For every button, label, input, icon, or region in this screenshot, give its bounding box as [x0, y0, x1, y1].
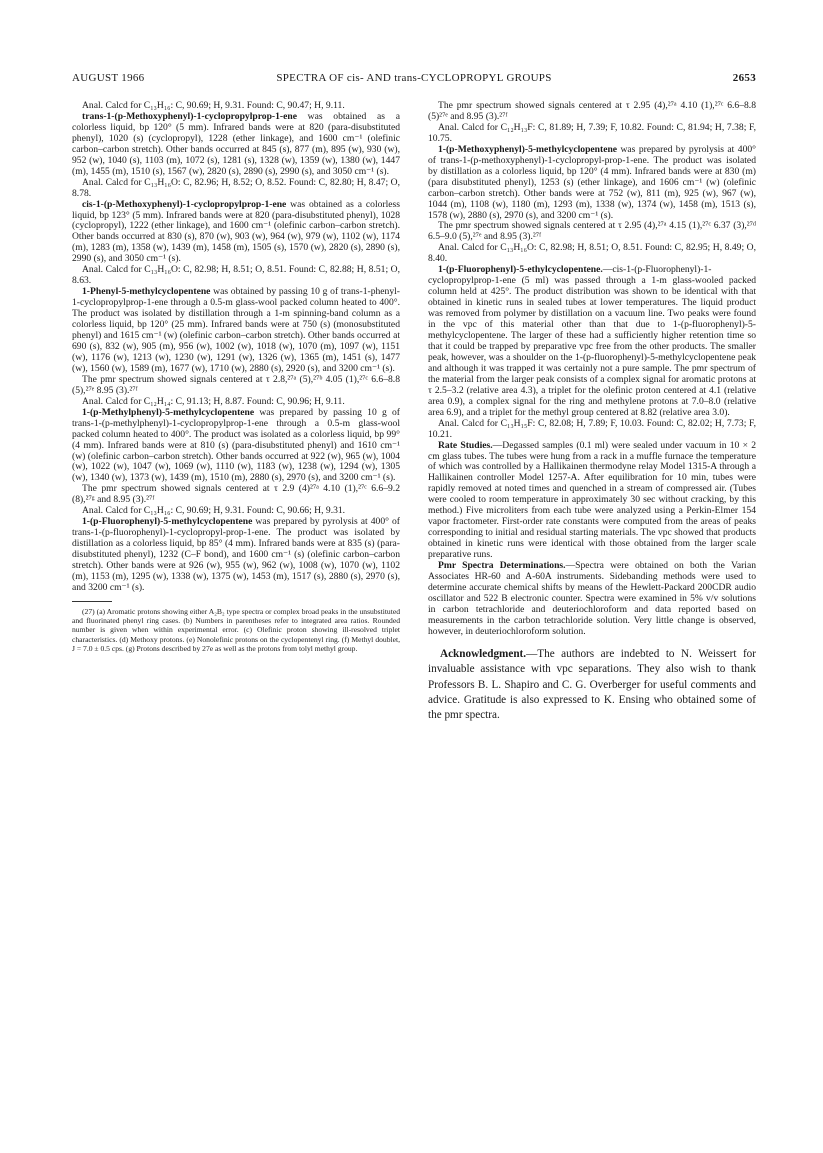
paragraph-lead: Rate Studies. — [438, 439, 493, 451]
paragraph-text: The pmr spectrum showed signals centered at τ 2.95 (4),²⁷ᵃ 4.10 (1),²⁷ᶜ 6.6–8.8 (5)²⁷ᵉ and 8.95 (3).²⁷ᶠ — [428, 100, 756, 122]
paragraph-text: Anal. Calcd for C₁₃H₁₆O: C, 82.96; H, 8.52; O, 8.52. Found: C, 82.80; H, 8.47; O, 8.78. — [72, 176, 400, 199]
paragraph — [72, 287, 400, 375]
paragraph — [428, 561, 756, 638]
paragraph-text: The pmr spectrum showed signals centered at τ 2.8,²⁷ᵃ (5),²⁷ᵇ 4.05 (1),²⁷ᶜ 6.6–8.8 (5),²⁷ᵉ 8.95 (3).²⁷ᶠ — [72, 373, 400, 396]
page-number: 2653 — [732, 72, 756, 84]
paragraph-text: Anal. Calcd for C₁₃H₁₆: C, 90.69; H, 9.31. Found: C, 90.47; H, 9.11. — [82, 100, 345, 111]
acknowledgment — [428, 647, 756, 724]
paragraph — [428, 243, 756, 265]
left-column — [72, 101, 400, 653]
acknowledgment-text: —The authors are indebted to N. Weissert for invaluable assistance with vpc separations. They also wish to thank Professors B. L. Shapiro and C. G. Overberger for useful comments and advice. Gratitude is also expressed to K. Ensing who obtained some of the pmr spectra. — [428, 647, 756, 722]
paragraph-text: Anal. Calcd for C₁₂H₁₄: C, 91.13; H, 8.87. Found: C, 90.96; H, 9.11. — [82, 395, 345, 407]
paragraph — [72, 484, 400, 506]
footnote-text: (27) (a) Aromatic protons showing either A₂B₂ type spectra or complex broad peaks in the unsubstituted and fluorinated phenyl ring cases. (b) Numbers in parentheses refer to integrated area ratios. Rounded number is given when within experimental error. (c) Olefinic proton showing ill-resolved triplet characteristics. (d) Methoxy protons. (e) Nonolefinic protons on the cyclopentenyl ring. (f) Methyl doublet, J = 7.0 ± 0.5 cps. (g) Protons described by 27e as well as the protons from tolyl methyl group. — [72, 606, 400, 653]
paragraph-lead: trans-1-(p-Methoxyphenyl)-1-cyclopropylprop-1-ene — [82, 110, 297, 122]
paragraph-lead: 1-(p-Fluorophenyl)-5-methylcyclopentene — [82, 516, 253, 528]
paragraph — [72, 375, 400, 397]
paragraph-lead: 1-(p-Methylphenyl)-5-methylcyclopentene — [82, 406, 255, 418]
paragraph-text: was obtained as a colorless liquid, bp 120° (5 mm). Infrared bands were at 820 (para-disubstituted phenyl), 1020 (s) (cyclopropyl), 1228 (ether linkage), and 1600 cm⁻¹ (olefinic carbon–carbon stretch). Other bands occurred at 845 (s), 877 (m), 895 (w), 930 (w), 952 (w), 1040 (s), 1103 (m), 1072 (s), 1281 (s), 1328 (w), 1359 (w), 1380 (w), 1447 (m), 1455 (m), 1510 (s), 1567 (w), 2820 (s), 2890 (s), 2990 (s), and 3050 cm⁻¹ (s). — [72, 110, 400, 177]
paragraph — [428, 441, 756, 561]
footnote-rule — [72, 601, 112, 602]
paragraph-lead: 1-(p-Methoxyphenyl)-5-methylcyclopentene — [438, 143, 618, 155]
acknowledgment-heading: Acknowledgment. — [440, 647, 527, 660]
paragraph-text: Anal. Calcd for C₁₃H₁₆O: C, 82.98; H, 8.51; O, 8.51. Found: C, 82.88; H, 8.51; O, 8.63. — [72, 264, 400, 287]
paragraph-text: Anal. Calcd for C₁₃H₁₆O: C, 82.98; H, 8.51; O, 8.51. Found: C, 82.95; H, 8.49; O, 8.40. — [428, 242, 756, 265]
paragraph-lead: 1-(p-Fluorophenyl)-5-ethylcyclopentene. — [438, 264, 603, 276]
acknowledgment-paragraph — [428, 647, 756, 724]
paragraph — [72, 178, 400, 200]
paragraph — [428, 123, 756, 145]
paragraph-text: —Degassed samples (0.1 ml) were sealed under vacuum in 10 × 2 cm glass tubes. The tubes were hung from a rack in a muffle furnace the temperature of which was controlled by a Hallikainen thermodyne relay Model 1315-A through a Hallikainen controller Model 1257-A. After equilibration for 10 min, tubes were rapidly removed at noted times and quenched in a stream of compressed air. (Tubes were cooled to room temperature in approximately 30 sec without cracking, by this method.) Five microliters from each tube were analyzed using a Perkin-Elmer 154 vapor fractometer. First-order rate constants were computed from the areas of peaks corresponding to initial and residual starting materials. The vpc showed that products obtained in kinetic runs were identical with those obtained from the larger scale preparative runs. — [428, 439, 756, 561]
paragraph-text: —Spectra were obtained on both the Varian Associates HR-60 and A-60A instruments. Sidebanding methods were used to determine accurate chemical shifts by means of the Hewlett-Packard 200CDR audio oscillator and 522 B electronic counter. Spectra were examined in 5% v/v solutions in carbon tetrachloride and deuteriochloroform and data reported based on measurements in the carbon tetrachloride solution. Very little change is observed, however, in deuteriochloroform solution. — [428, 560, 756, 637]
paragraph-text: Anal. Calcd for C₁₃H₁₅F: C, 82.08; H, 7.89; F, 10.03. Found: C, 82.02; H, 7.73; F, 10.21. — [428, 417, 756, 440]
paragraph-text: was prepared by pyrolysis at 400° of trans-1-(p-fluorophenyl)-1-cyclopropyl-prop-1-ene. The product was isolated by distillation as a colorless liquid, bp 85° (4 mm). Infrared bands were at 835 (s) (para-disubstituted phenyl), 1232 (C–F bond), and 1600 cm⁻¹ (s) (olefinic carbon–carbon stretch). Other bands were at 926 (w), 955 (w), 962 (w), 1008 (w), 1070 (w), 1102 (m), 1153 (m), 1295 (w), 1338 (w), 1375 (w), 1453 (m), 1517 (s), 2880 (s), 2970 (s), and 3200 cm⁻¹ (s). — [72, 516, 400, 593]
right-column — [428, 101, 756, 724]
paragraph-lead: Pmr Spectra Determinations. — [438, 560, 566, 572]
paragraph-text: The pmr spectrum showed signals centered at τ 2.9 (4)²⁷ᵃ 4.10 (1),²⁷ᶜ 6.6–9.2 (8),²⁷ᵍ and 8.95 (3).²⁷ᶠ — [72, 483, 400, 506]
paragraph-text: was prepared by passing 10 g of trans-1-(p-methylphenyl)-1-cyclopropylprop-1-ene through a 0.5-m glass-wool packed column heated to 400°. The product was isolated as a colorless liquid, bp 99° (4 mm). Infrared bands were at 810 (s) (para-disubstituted phenyl) and 1610 cm⁻¹ (w) (olefinic carbon–carbon stretch). Other bands occurred at 922 (w), 965 (w), 1004 (w), 1022 (w), 1047 (w), 1069 (w), 1110 (w), 1183 (w), 1238 (w), 1294 (w), 1305 (w), 1340 (w), 1373 (w), 1439 (m), 1510 (m), 2880 (s), 2970 (s), and 3200 cm⁻¹ (s). — [72, 406, 400, 484]
footnote — [72, 607, 400, 653]
paragraph-text: Anal. Calcd for C₁₃H₁₆: C, 90.69; H, 9.31. Found: C, 90.66; H, 9.31. — [82, 505, 346, 517]
paragraph-text: was obtained by passing 10 g of trans-1-phenyl-1-cyclopropylprop-1-ene through a 0.5-m glass-wool packed column heated to 400°. The product was isolated by distillation through a 1-m spinning-band column as a colorless liquid, bp 120° (25 mm). Infrared bands were at 750 (s) (monosubstituted phenyl) and 1615 cm⁻¹ (w) (olefinic carbon–carbon stretch). Other bands occurred at 690 (s), 832 (w), 905 (m), 956 (w), 1002 (w), 1018 (w), 1070 (m), 1097 (w), 1151 (w), 1176 (w), 1213 (w), 1230 (w), 1291 (w), 1326 (w), 1365 (m), 1451 (s), 1477 (w), 1560 (w), 1589 (m), 1677 (w), 1710 (w), 2880 (s), 2920 (s), and 3200 cm⁻¹ (s). — [72, 286, 400, 374]
header-date: AUGUST 1966 — [72, 72, 145, 84]
paragraph — [72, 265, 400, 287]
paragraph-text: was prepared by pyrolysis at 400° of trans-1-(p-methoxyphenyl)-1-cyclopropyl-prop-1-ene. The product was isolated by distillation as a colorless liquid, bp 120° (4 mm). Infrared bands were at 830 (m) (para disubstituted phenyl), 1253 (s) (ether linkage), and 1606 cm⁻¹ (w) (olefinic carbon–carbon stretch). Other bands were at 752 (w), 811 (m), 925 (w), 967 (w), 1044 (m), 1108 (w), 1180 (m), 1293 (m), 1338 (w), 1374 (w), 1458 (m), 1513 (s), 1578 (w), 2880 (s), 2970 (s), and 3200 cm⁻¹ (s). — [428, 143, 756, 221]
paragraph — [428, 265, 756, 418]
paragraph-text: Anal. Calcd for C₁₂H₁₃F: C, 81.89; H, 7.39; F, 10.82. Found: C, 81.94; H, 7.38; F, 10.75. — [428, 121, 756, 144]
paragraph — [72, 112, 400, 178]
paragraph — [72, 200, 400, 266]
paragraph — [428, 145, 756, 222]
paragraph — [428, 221, 756, 243]
paragraph-text: was obtained as a colorless liquid, bp 123° (5 mm). Infrared bands were at 820 (para-disubstituted phenyl), 1028 (cyclopropyl), 1222 (ether linkage), and 1600 cm⁻¹ (olefinic carbon–carbon stretch). Other bands occurred at 830 (s), 870 (w), 903 (w), 964 (w), 979 (w), 1102 (w), 1174 (m), 1283 (m), 1358 (w), 1439 (m), 1458 (m), 1505 (s), 1570 (w), 2820 (s), 2890 (s), 2990 (s), and 3050 cm⁻¹ (s). — [72, 198, 400, 265]
paragraph — [72, 408, 400, 485]
header-title: SPECTRA OF cis- AND trans-CYCLOPROPYL GROUPS — [276, 72, 552, 84]
paragraph-text: The pmr spectrum showed signals centered at τ 2.95 (4),²⁷ᵃ 4.15 (1),²⁷ᶜ 6.37 (3),²⁷ᵈ 6.5–9.0 (5),²⁷ᵉ and 8.95 (3).²⁷ᶠ — [428, 220, 756, 243]
running-header — [72, 72, 756, 88]
paragraph — [428, 101, 756, 123]
paragraph — [72, 517, 400, 594]
paragraph-lead: 1-Phenyl-5-methylcyclopentene — [82, 286, 211, 298]
paragraph-lead: cis-1-(p-Methoxyphenyl)-1-cyclopropylprop-1-ene — [82, 198, 287, 210]
paragraph-text: —cis-1-(p-Fluorophenyl)-1-cyclopropylprop-1-ene (5 ml) was passed through a 1-m glass-wooled packed column held at 425°. The product distribution was shown to be identical with that obtained in kinetic runs in sealed tubes at lower temperatures. The liquid product was removed from polymer by distillation on a vacuum line. Two peaks were found in the vpc of this material other than that due to 1-(p-fluorophenyl)-5-methylcyclopentene. The larger of these had a sufficiently higher retention time so that it could be trapped by preparative vpc free from the other products. The smaller peak, however, was a shoulder on the 1-(p-fluorophenyl)-5-methylcyclopentene peak and although it was trapped it was certainly not a pure sample. The pmr spectrum of the material from the larger peak consists of a complex signal for aromatic protons at τ 2.5–3.2 (relative area 4.3), a triplet for the olefinic proton centered at 4.1 (relative area 0.9), a complex signal for the ring and methylene protons at 7.0–8.0 (relative area 6.9), and a triplet for the methyl group centered at 8.82 (relative area 3.0). — [428, 264, 756, 418]
paragraph — [428, 419, 756, 441]
